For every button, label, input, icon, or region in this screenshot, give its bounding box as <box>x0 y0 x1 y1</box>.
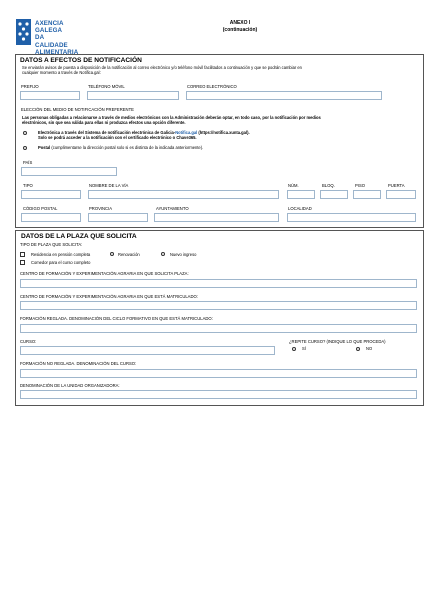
notifica-link[interactable]: Notifica.gal <box>175 130 198 135</box>
logo-text <box>35 20 78 56</box>
postal-option-suffix: (cumplimentarse la dirección postal solo si es distinta de la indicada anteriormente). <box>50 145 204 150</box>
unit-name-label: DENOMINACIÓN DE LA UNIDAD ORGANIZADORA: <box>20 383 120 388</box>
country-field[interactable] <box>21 167 117 176</box>
council-label: AYUNTAMIENTO <box>156 206 189 211</box>
prefix-label: PREFIJO <box>21 84 39 89</box>
province-field[interactable] <box>88 213 148 222</box>
renewal-label: Renovación <box>118 252 140 257</box>
annex-title: ANEXO I <box>229 20 251 26</box>
annex-subtitle: (continuación) <box>222 26 258 33</box>
locality-label: LOCALIDAD <box>288 206 312 211</box>
annex-heading <box>180 20 300 33</box>
road-type-label: TIPO <box>23 183 33 188</box>
choice-note-1: Las personas obligadas a relacionarse a través de medios electrónicos con la Administración deberán optar, en todo caso, por la notificación por medios <box>22 115 321 120</box>
choice-title: ELECCIÓN DEL MEDIO DE NOTIFICACIÓN PREFERENTE <box>21 107 134 112</box>
new-entry-label: Nuevo ingreso <box>170 252 197 257</box>
postal-option-prefix: Postal <box>38 145 51 150</box>
galicia-emblem-icon <box>16 19 31 45</box>
locality-field[interactable] <box>287 213 416 222</box>
electronic-option-note: Solo se podrá acceder a la notificación con el certificado electrónico o Chave365. <box>38 135 197 140</box>
block-label: BLOQ. <box>322 183 335 188</box>
course-label: CURSO: <box>20 339 37 344</box>
number-label: NÚM. <box>288 183 299 188</box>
notification-title: DATOS A EFECTOS DE NOTIFICACIÓN <box>20 57 142 64</box>
non-regulated-label: FORMACIÓN NO REGLADA. DENOMINACIÓN DEL CURSO: <box>20 361 137 366</box>
logo-line-2: DA CALIDADE <box>35 34 68 49</box>
logo-line-1: AXENCIA GALEGA <box>35 20 64 35</box>
center-requested-field[interactable] <box>20 279 417 288</box>
notification-intro-2: cualquier momento a través de Notifica.gal: <box>22 70 101 75</box>
road-name-label: NOMBRE DE LA VÍA <box>89 183 129 188</box>
number-field[interactable] <box>287 190 315 199</box>
postcode-field[interactable] <box>21 213 81 222</box>
email-label: CORREO ELECTRÓNICO <box>187 84 237 89</box>
electronic-option-prefix: Electrónica a través del Sistema de notificación electrónica de Galicia- <box>38 130 176 135</box>
regulated-field[interactable] <box>20 324 417 333</box>
council-field[interactable] <box>154 213 279 222</box>
repeat-no-radio[interactable] <box>356 347 360 351</box>
repeat-yes-radio[interactable] <box>292 347 296 351</box>
choice-note-2: electrónicos, sin que sea válida para ellas ni produzca efectos una opción diferente. <box>22 120 186 125</box>
regulated-label: FORMACIÓN REGLADA. DENOMINACIÓN DEL CICLO FORMATIVO EN QUE ESTÁ MATRICULADO: <box>20 316 213 321</box>
country-label: PAÍS <box>23 160 33 165</box>
logo-line-3: ALIMENTARIA <box>35 48 79 56</box>
center-enrolled-field[interactable] <box>20 301 417 310</box>
prefix-field[interactable] <box>20 91 80 100</box>
residence-checkbox[interactable] <box>20 252 25 257</box>
electronic-option-radio[interactable] <box>23 131 27 135</box>
center-requested-label: CENTRO DE FORMACIÓN Y EXPERIMENTACIÓN AGRARIA EN QUE SOLICITA PLAZA: <box>20 271 189 276</box>
floor-field[interactable] <box>353 190 381 199</box>
notification-section <box>15 54 424 228</box>
province-label: PROVINCIA <box>89 206 113 211</box>
place-title: DATOS DE LA PLAZA QUE SOLICITA <box>21 233 137 240</box>
repeat-no-label: NO <box>366 346 373 351</box>
postal-option-radio[interactable] <box>23 146 27 150</box>
door-field[interactable] <box>386 190 416 199</box>
repeat-question-label: ¿REPITE CURSO? (INDIQUE LO QUE PROCEDA) <box>289 339 386 344</box>
residence-label: Residencia en pensión completa <box>31 252 91 257</box>
agency-logo <box>16 18 79 56</box>
email-field[interactable] <box>186 91 382 100</box>
postal-option-label <box>38 145 203 150</box>
unit-name-field[interactable] <box>20 390 417 399</box>
block-field[interactable] <box>320 190 348 199</box>
road-type-field[interactable] <box>21 190 81 199</box>
place-type-label: TIPO DE PLAZA QUE SOLICITA: <box>20 242 83 247</box>
dining-checkbox[interactable] <box>20 260 25 265</box>
door-label: PUERTA <box>388 183 405 188</box>
center-enrolled-label: CENTRO DE FORMACIÓN Y EXPERIMENTACIÓN AGRARIA EN QUE ESTÁ MATRICULADO: <box>20 294 198 299</box>
road-name-field[interactable] <box>88 190 279 199</box>
mobile-label: TELÉFONO MÓVIL <box>88 84 125 89</box>
course-field[interactable] <box>20 346 275 355</box>
renewal-radio[interactable] <box>110 252 114 256</box>
new-entry-radio[interactable] <box>161 252 165 256</box>
notification-intro-1: Se enviarán avisos de puesta a disposición de la notificación al correo electrónico y/o teléfono móvil facilitados a continuación y que se podrán cambiar en <box>22 65 302 70</box>
floor-label: PISO <box>355 183 366 188</box>
repeat-yes-label: SÍ <box>302 346 306 351</box>
non-regulated-field[interactable] <box>20 369 417 378</box>
mobile-field[interactable] <box>87 91 179 100</box>
dining-label: Comedor para el curso completo <box>31 260 91 265</box>
postcode-label: CÓDIGO POSTAL <box>23 206 58 211</box>
electronic-option-suffix: (https://notifica.xunta.gal). <box>197 130 250 135</box>
